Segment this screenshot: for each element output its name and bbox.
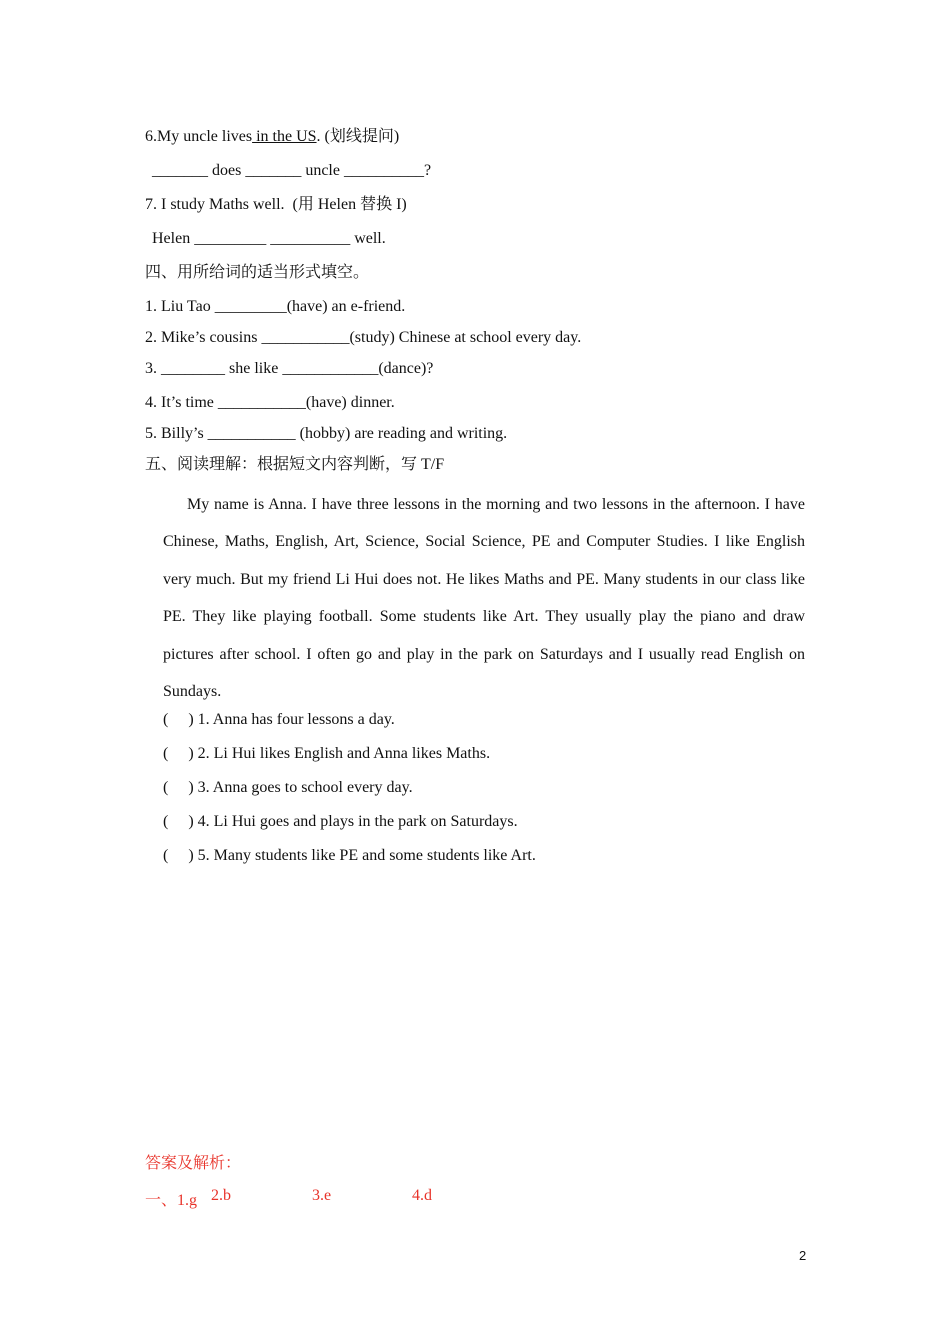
answer-4: 4.d bbox=[412, 1187, 432, 1204]
tf-question-2: ( ) 2. Li Hui likes English and Anna likes Maths. bbox=[163, 745, 491, 762]
passage-text: My name is Anna. I have three lessons in the morning and two lessons in the afternoon. I have Chinese, Maths, English, Art, Science, Social Science, PE and Computer Studies. I like English very much. But my friend Li Hui does not. He likes Maths and PE. Many students in our class like PE. They like playing football. Some students like Art. They usually play the piano and draw pictures after school. I often go and play in the park on Saturdays and I usually read English on Sundays. bbox=[163, 496, 805, 701]
answer-1: 一、1.g bbox=[145, 1192, 198, 1209]
s4-item-5: 5. Billy’s ___________ (hobby) are reading and writing. bbox=[145, 425, 508, 442]
q7-blank-line: Helen _________ __________ well. bbox=[152, 230, 386, 247]
s4-item-4: 4. It’s time ___________(have) dinner. bbox=[145, 394, 395, 411]
tf-question-3: ( ) 3. Anna goes to school every day. bbox=[163, 779, 413, 796]
q6-underlined: in the US bbox=[252, 128, 317, 145]
section-5-heading: 五、阅读理解：根据短文内容判断，写 T/F bbox=[145, 456, 445, 473]
answer-2: 2.b bbox=[211, 1187, 231, 1204]
s4-item-3: 3. ________ she like ____________(dance)? bbox=[145, 360, 434, 377]
s4-item-1: 1. Liu Tao _________(have) an e-friend. bbox=[145, 298, 406, 315]
answer-3: 3.e bbox=[312, 1187, 332, 1204]
q6-suffix: . (划线提问) bbox=[316, 128, 400, 145]
q6-prefix: 6.My uncle lives bbox=[145, 128, 253, 145]
s4-item-2: 2. Mike’s cousins ___________(study) Chinese at school every day. bbox=[145, 329, 582, 346]
q6-blank-line: _______ does _______ uncle __________? bbox=[152, 162, 432, 179]
question-6 bbox=[145, 127, 399, 147]
answers-heading: 答案及解析： bbox=[145, 1155, 242, 1172]
tf-question-4: ( ) 4. Li Hui goes and plays in the park on Saturdays. bbox=[163, 813, 518, 830]
tf-question-1: ( ) 1. Anna has four lessons a day. bbox=[163, 711, 395, 728]
question-7: 7. I study Maths well. (用 Helen 替换 I) bbox=[145, 196, 407, 213]
reading-passage bbox=[163, 486, 805, 710]
tf-question-5: ( ) 5. Many students like PE and some students like Art. bbox=[163, 847, 536, 864]
section-4-heading: 四、用所给词的适当形式填空。 bbox=[145, 264, 370, 281]
page-number: 2 bbox=[799, 1248, 807, 1263]
